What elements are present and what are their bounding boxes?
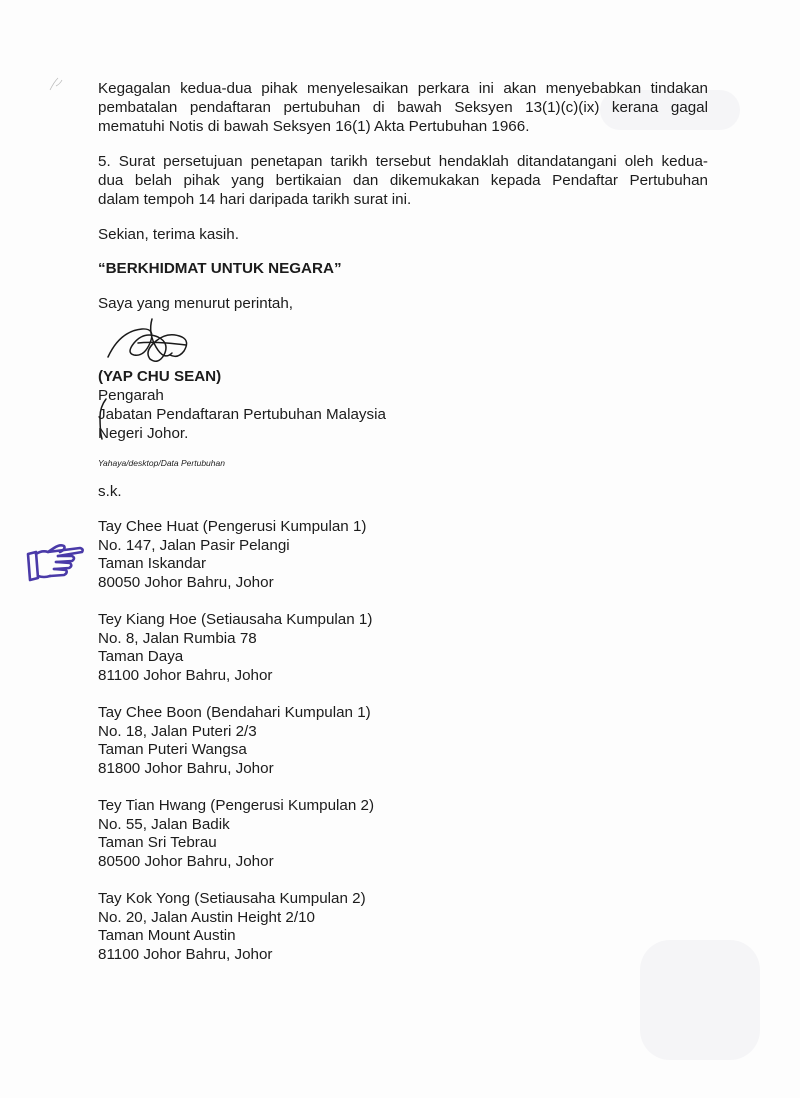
recipient-postcode: 80050 Johor Bahru, Johor	[98, 573, 274, 591]
saya-yang-text: Saya yang menurut perintah,	[98, 295, 294, 312]
paragraph-line: dalam tempoh 14 hari daripada tarikh surat ini.	[98, 191, 412, 208]
recipient-address	[98, 797, 708, 871]
recipient-street: No. 18, Jalan Puteri 2/3	[98, 722, 257, 740]
recipient-list	[98, 518, 708, 964]
signer-department: Jabatan Pendaftaran Pertubuhan Malaysia	[98, 406, 386, 423]
recipient-address	[98, 890, 708, 964]
recipient-area: Taman Mount Austin	[98, 927, 236, 944]
recipient-area: Taman Puteri Wangsa	[98, 741, 247, 758]
signer-name: (YAP CHU SEAN)	[98, 368, 222, 385]
motto-text: “BERKHIDMAT UNTUK NEGARA”	[98, 260, 342, 277]
recipient-postcode: 81800 Johor Bahru, Johor	[98, 759, 274, 777]
recipient-address	[98, 704, 708, 778]
paper-speck-mark	[42, 68, 72, 98]
recipient-postcode: 80500 Johor Bahru, Johor	[98, 852, 274, 870]
paragraph-line: Kegagalan kedua-dua pihak menyelesaikan perkara ini akan menyebabkan tindakan	[98, 80, 708, 97]
recipient-name: Tey Tian Hwang (Pengerusi Kumpulan 2)	[98, 797, 375, 814]
recipient-street: No. 147, Jalan Pasir Pelangi	[98, 536, 290, 554]
recipient-postcode: 81100 Johor Bahru, Johor	[98, 945, 273, 963]
closing-text: Sekian, terima kasih.	[98, 226, 239, 243]
recipient-street: No. 20, Jalan Austin Height 2/10	[98, 908, 315, 926]
recipient-name: Tay Kok Yong (Setiausaha Kumpulan 2)	[98, 890, 366, 907]
signer-title: Pengarah	[98, 387, 164, 404]
recipient-name: Tey Kiang Hoe (Setiausaha Kumpulan 1)	[98, 611, 373, 628]
paragraph-line: 5. Surat persetujuan penetapan tarikh tersebut hendaklah ditandatangani oleh kedua-	[98, 153, 708, 170]
letter-body	[98, 79, 708, 983]
recipient-name: Tay Chee Boon (Bendahari Kumpulan 1)	[98, 704, 371, 721]
pointing-hand-icon	[24, 540, 86, 588]
recipient-street: No. 55, Jalan Badik	[98, 815, 230, 833]
recipient-area: Taman Iskandar	[98, 555, 207, 572]
recipient-street: No. 8, Jalan Rumbia 78	[98, 629, 257, 647]
signer-state: Negeri Johor.	[98, 425, 189, 442]
paragraph-line: dua belah pihak yang bertikaian dan dikemukakan kepada Pendaftar Pertubuhan	[98, 172, 708, 189]
recipient-area: Taman Sri Tebrau	[98, 834, 217, 851]
recipient-area: Taman Daya	[98, 648, 184, 665]
recipient-address	[98, 518, 708, 592]
recipient-address	[98, 611, 708, 685]
paragraph-line: mematuhi Notis di bawah Seksyen 16(1) Akta Pertubuhan 1966.	[98, 118, 530, 135]
recipient-name: Tay Chee Huat (Pengerusi Kumpulan 1)	[98, 518, 367, 535]
paragraph-line: pembatalan pendaftaran pertubuhan di bawah Seksyen 13(1)(c)(ix) kerana gagal	[98, 99, 708, 116]
signature-area	[98, 317, 708, 367]
sk-label: s.k.	[98, 483, 122, 500]
paragraph-consequence	[98, 79, 708, 136]
paragraph-item-5	[98, 152, 708, 209]
file-path: Yahaya/desktop/Data Pertubuhan	[98, 458, 225, 468]
recipient-postcode: 81100 Johor Bahru, Johor	[98, 666, 273, 684]
signer-block	[98, 367, 708, 443]
